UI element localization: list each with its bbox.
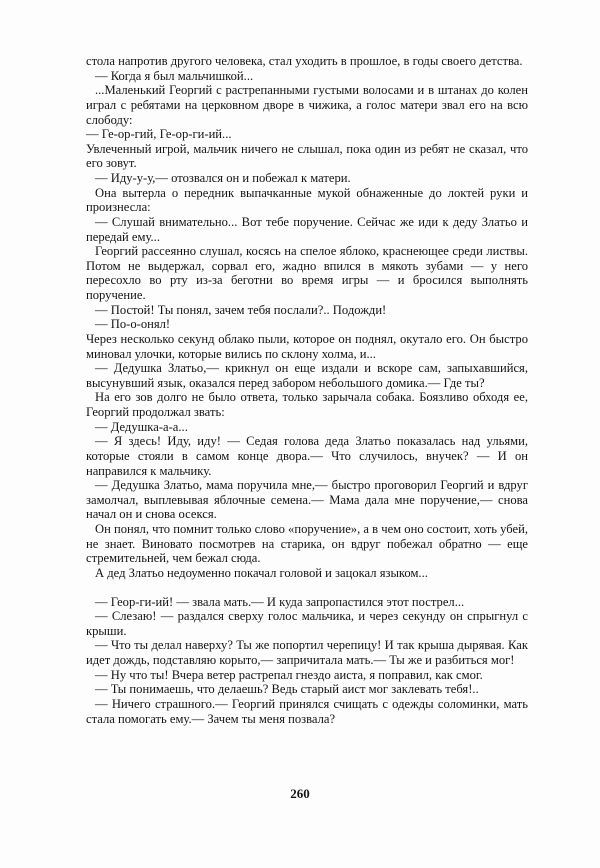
paragraph: — Дедушка-а-а... — [95, 419, 188, 434]
paragraph: — Слушай внимательно... Вот тебе поручение. Сейчас же иди к деду Златьо и передай ему... — [86, 214, 528, 244]
paragraph: столa напротив другого человека, стал уходить в прошлое, в годы своего детства. — [86, 54, 523, 68]
paragraph: — Дедушка Златьо,— крикнул он еще издали и вскоре сам, запыхавшийся, высунувший язык, оказался перед забором небольшого домика.— Где ты? — [86, 361, 528, 390]
paragraph: — Ты понимаешь, что делаешь? Ведь старый аист мог заклевать тебя!.. — [95, 682, 479, 697]
paragraph: Георгий рассеянно слушал, косясь на спелое яблоко, краснеющее среди листвы. Потом не выдержал, сорвал его, жадно впился в мякоть зубами — у него пересохло во рту из-за беготни во время игры — и бросился выполнять поручение. — [86, 244, 528, 302]
paragraph: Увлеченный игрой, мальчик ничего не слышал, пока один из ребят не сказал, что его зовут. — [86, 141, 528, 171]
paragraph: — По-о-онял! — [95, 317, 171, 332]
paragraph: — Когда я был мальчишкой... — [95, 68, 254, 83]
paragraph: — Дедушка Златьо, мама поручила мне,— быстро проговорил Георгий и вдруг замолчал, выплевывая яблочные семена.— Мама дала мне поручение,— снова начал он и снова осекся. — [86, 478, 528, 522]
paragraph: — Геор-ги-ий! — звала мать.— И куда запропастился этот пострел... — [95, 594, 465, 609]
paragraph: — Ну что ты! Вчера ветер растрепал гнездо аиста, я поправил, как смог. — [95, 667, 483, 682]
paragraph: — Что ты делал наверху? Ты же попортил черепицу! И так крыша дырявая. Как идет дождь, подставляю корыто,— запричитала мать.— Ты же и разбиться мог! — [86, 638, 528, 667]
paragraph: — Слезаю! — раздался сверху голос мальчика, и через секунду он спрыгнул с крыши. — [86, 609, 528, 638]
paragraph: — Постой! Ты понял, зачем тебя послали?.. Подожди! — [95, 302, 387, 317]
paragraph: — Ничего страшного.— Георгий принялся счищать с одежды соломинки, мать стала помогать ему.— Зачем ты меня позвала? — [86, 696, 528, 726]
paragraph: — Иду-у-у,— отозвался он и побежал к матери. — [95, 171, 351, 185]
body-text — [86, 54, 528, 726]
paragraph: Через несколько секунд облако пыли, которое он поднял, окутало его. Он быстро миновал улочки, которые вились по склону холма, и... — [86, 331, 528, 361]
paragraph: ...Маленький Георгий с растрепанными густыми волосами и в штанах до колен играл с ребятами на церковном дворе в чижика, а голос матери звал его на всю слободу: — [86, 83, 528, 127]
paragraph: Он понял, что помнит только слово «поручение», а в чем оно состоит, хоть убей, не знает. Виновато посмотрев на старика, он вдруг побежал обратно — еще стремительней, чем бежал сюда. — [86, 522, 528, 566]
page-number: 260 — [290, 786, 310, 801]
paragraph: А дед Златьо недоуменно покачал головой и зацокал языком... — [95, 565, 428, 580]
paragraph: — Ге-ор-гий, Ге-ор-ги-ий... — [86, 127, 232, 142]
paragraph: — Я здесь! Иду, иду! — Седая голова деда Златьо показалась над ульями, которые стояли в самом конце двора.— Что случилось, внучек? — И он направился к мальчику. — [86, 434, 528, 478]
paragraph: На его зов долго не было ответа, только зарычала собака. Боязливо обходя ее, Георгий продолжал звать: — [86, 390, 528, 419]
paragraph: Она вытерла о передник выпачканные мукой обнаженные до локтей руки и произнесла: — [86, 185, 528, 215]
